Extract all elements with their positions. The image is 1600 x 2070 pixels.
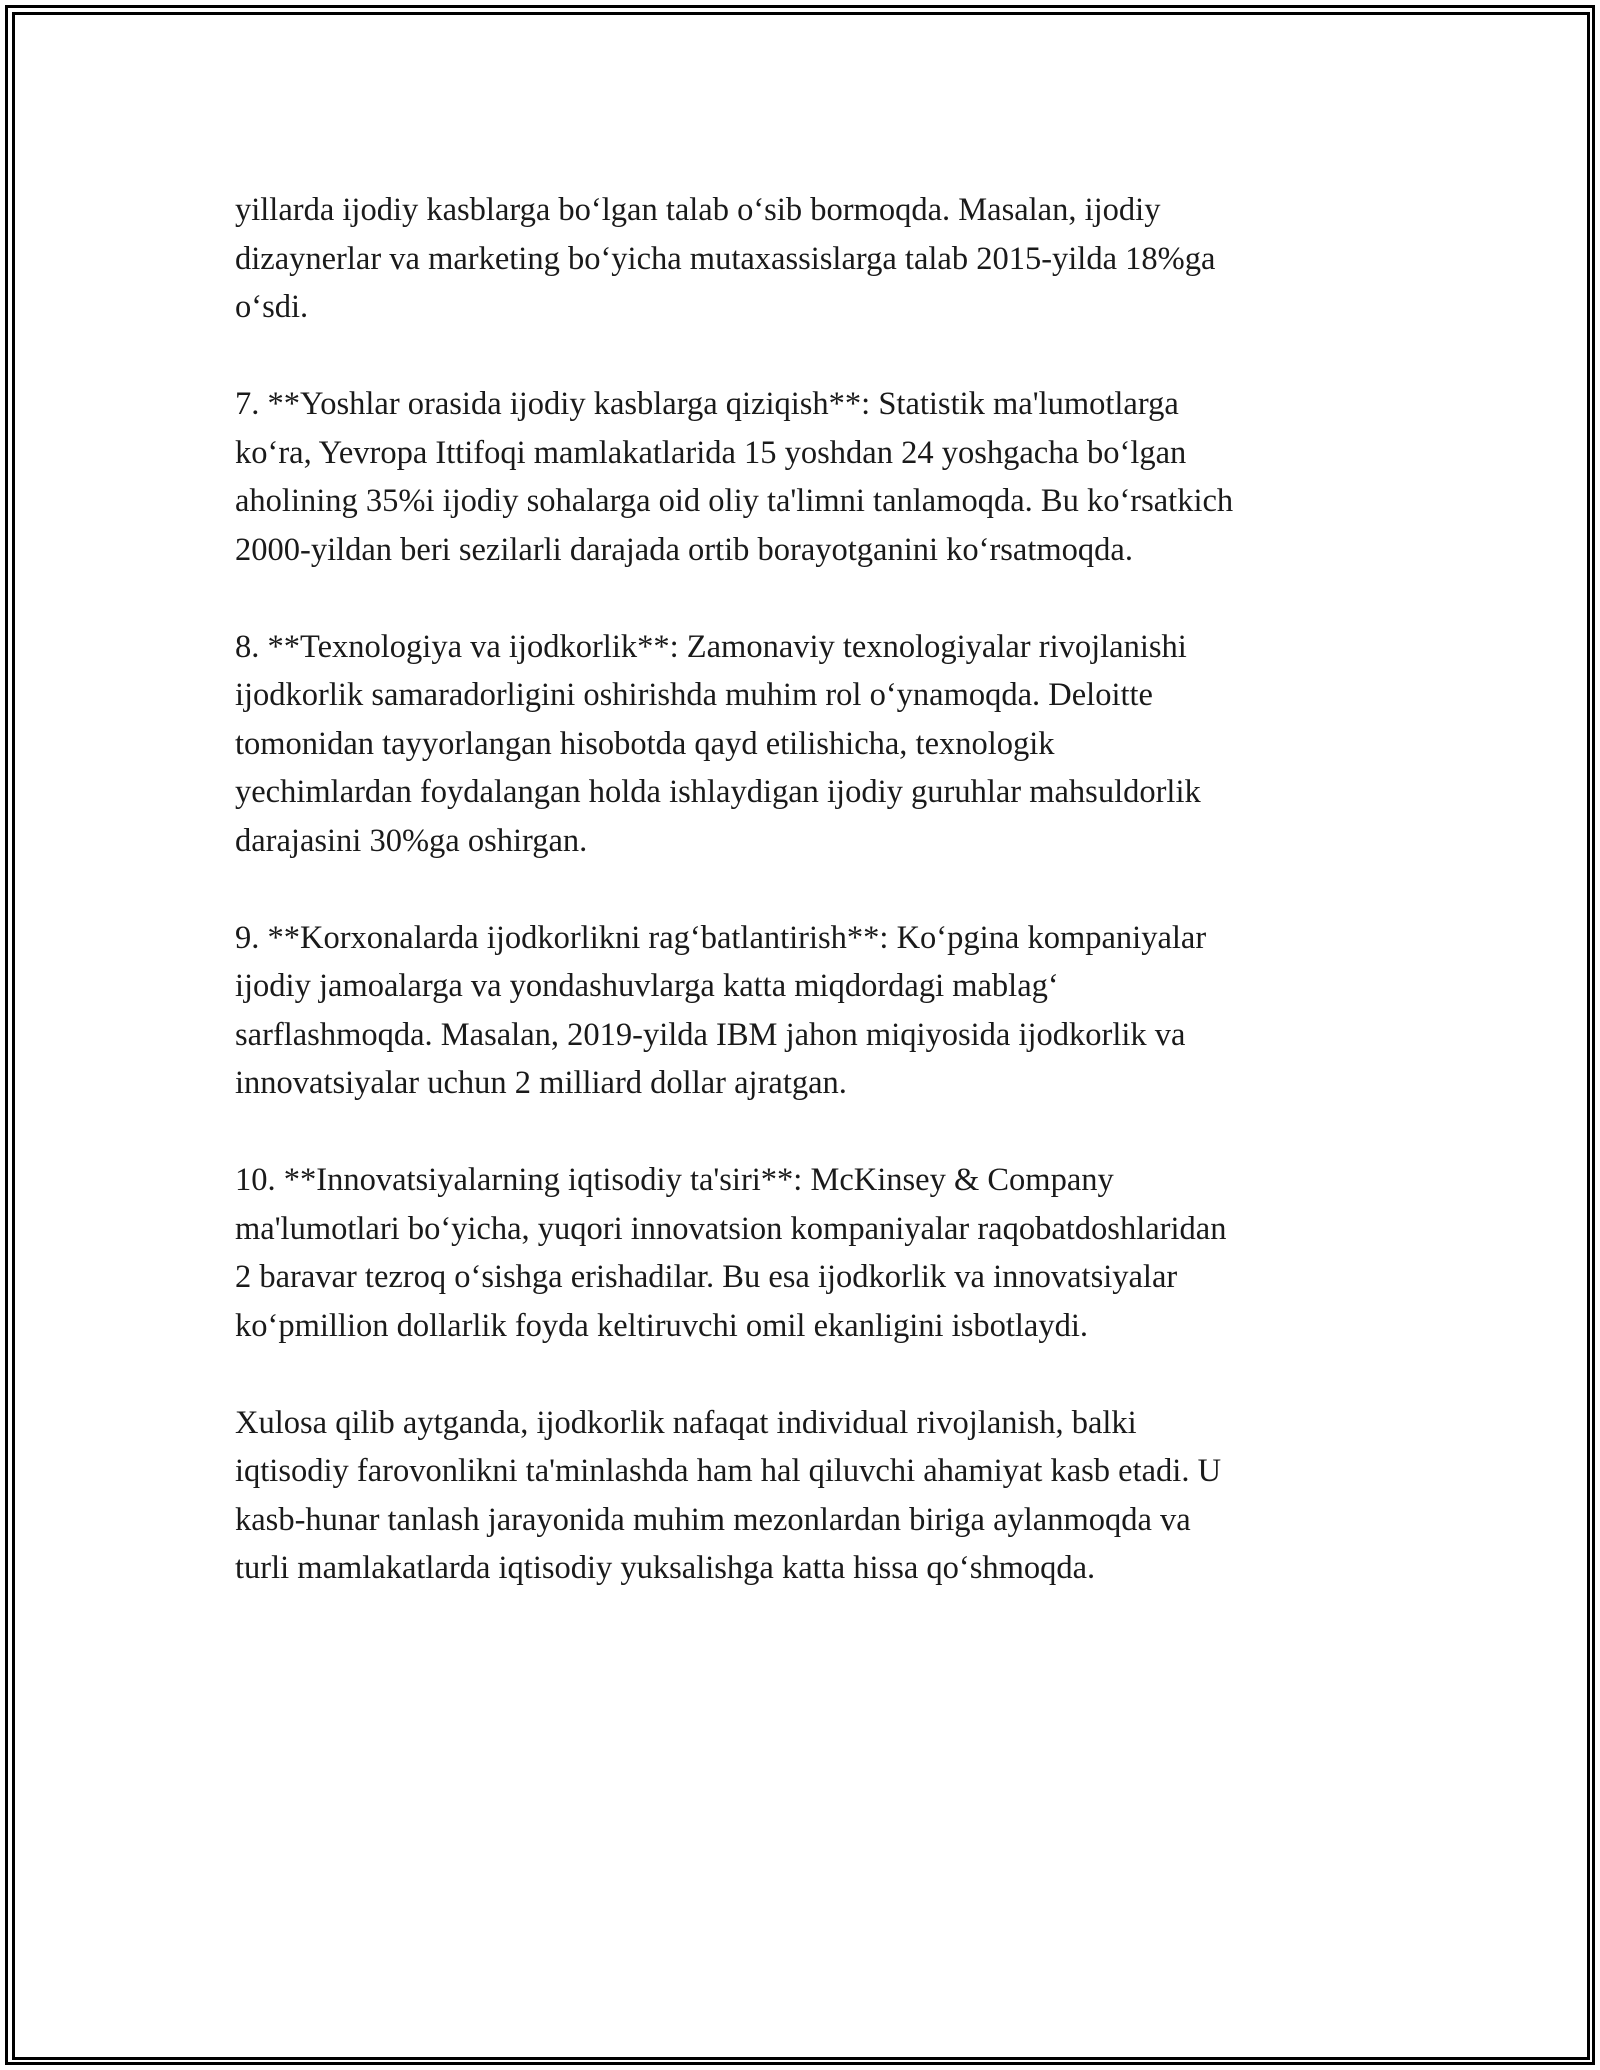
paragraph-creative-demand-continued: yillarda ijodiy kasblarga bo‘lgan talab o‘sib bormoqda. Masalan, ijodiy dizaynerlar va marketing bo‘yicha mutaxassislarga talab 2015-yilda 18%ga o‘sdi. xyxy=(235,192,1216,325)
paragraph-youth-interest: 7. **Yoshlar orasida ijodiy kasblarga qiziqish**: Statistik ma'lumotlarga ko‘ra, Yevropa Ittifoqi mamlakatlarida 15 yoshdan 24 yoshgacha bo‘lgan aholining 35%i ijodiy sohalarga oid oliy ta'limni tanlamoqda. Bu ko‘rsatkich 2000-yildan beri sezilarli darajada ortib borayotganini ko‘rsatmoqda. xyxy=(235,386,1234,568)
paragraph-technology-creativity: 8. **Texnologiya va ijodkorlik**: Zamonaviy texnologiyalar rivojlanishi ijodkorlik samaradorligini oshirishda muhim rol o‘ynamoqda. Deloitte tomonidan tayyorlangan hisobotda qayd etilishicha, texnologik yechimlardan foydalangan holda ishlaydigan ijodiy guruhlar mahsuldorlik darajasini 30%ga oshirgan. xyxy=(235,628,1201,859)
paragraph-conclusion: Xulosa qilib aytganda, ijodkorlik nafaqat individual rivojlanish, balki iqtisodiy farovonlikni ta'minlashda ham hal qiluvchi ahamiyat kasb etadi. U kasb-hunar tanlash jarayonida muhim mezonlardan biriga aylanmoqda va turli mamlakatlarda iqtisodiy yuksalishga katta hissa qo‘shmoqda. xyxy=(235,1404,1222,1586)
paragraph-innovation-economics: 10. **Innovatsiyalarning iqtisodiy ta'siri**: McKinsey & Company ma'lumotlari bo‘yicha, yuqori innovatsion kompaniyalar raqobatdoshlaridan 2 baravar tezroq o‘sishga erishadilar. Bu esa ijodkorlik va innovatsiyalar ko‘pmillion dollarlik foyda keltiruvchi omil ekanligini isbotlaydi. xyxy=(235,1162,1227,1344)
paragraph-corporate-creativity: 9. **Korxonalarda ijodkorlikni rag‘batlantirish**: Ko‘pgina kompaniyalar ijodiy jamoalarga va yondashuvlarga katta miqdordagi mablag‘ sarflashmoqda. Masalan, 2019-yilda IBM jahon miqiyosida ijodkorlik va innovatsiyalar uchun 2 milliard dollar ajratgan. xyxy=(235,919,1207,1101)
document-body xyxy=(235,186,1365,1641)
